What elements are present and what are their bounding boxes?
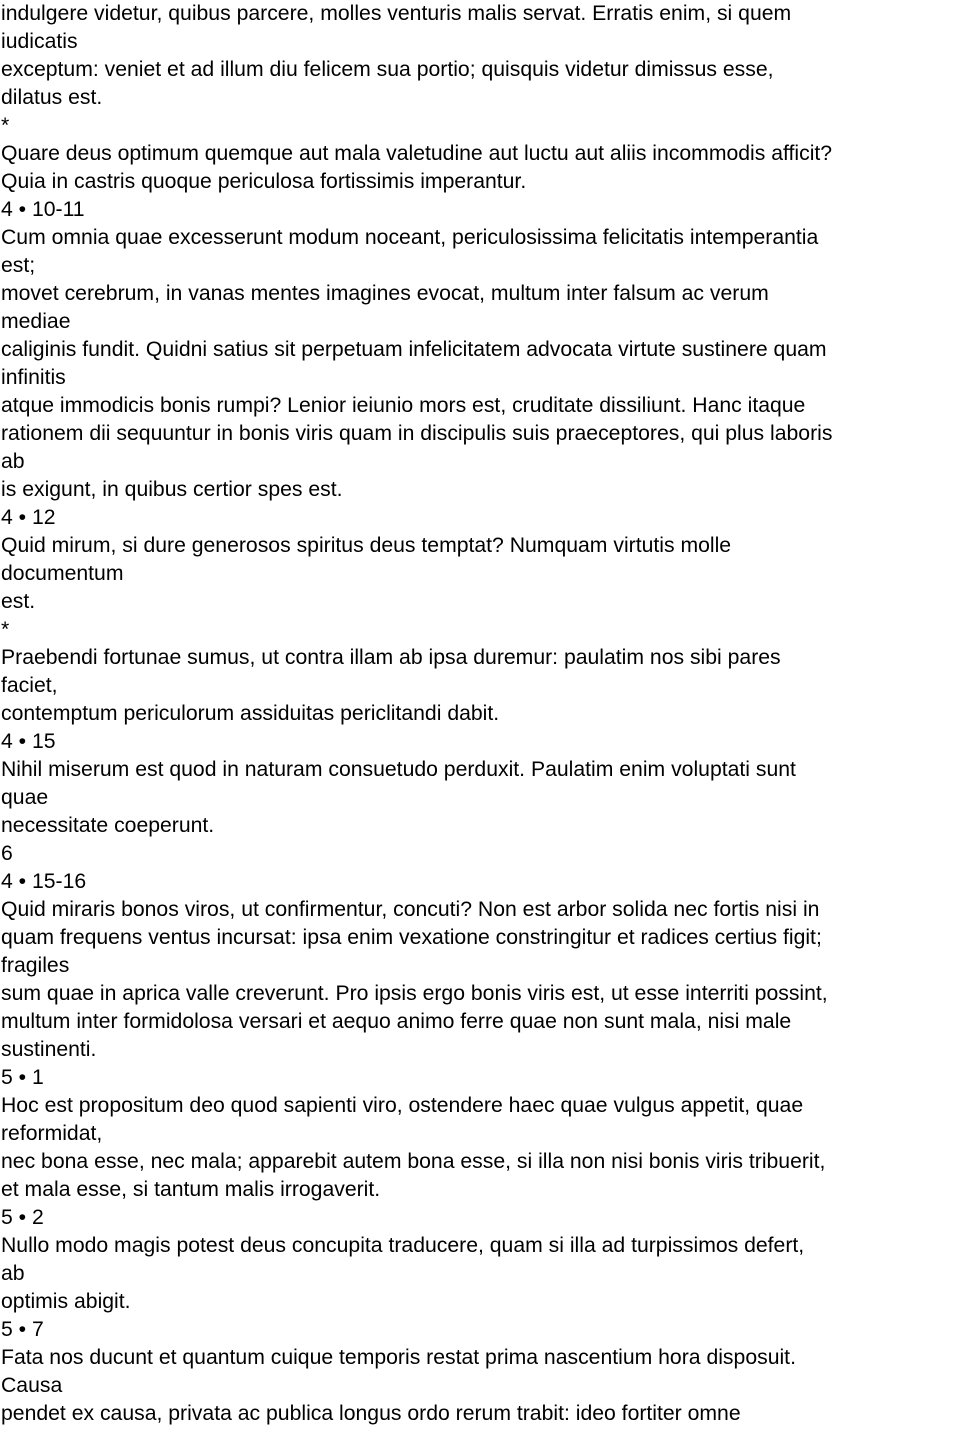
text-line: Nullo modo magis potest deus concupita traducere, quam si illa ad turpissimos defert,	[1, 1234, 805, 1257]
text-line: nec bona esse, nec mala; apparebit autem bona esse, si illa non nisi bonis viris tribuerit,	[1, 1150, 826, 1173]
text-line: movet cerebrum, in vanas mentes imagines evocat, multum inter falsum ac verum	[1, 282, 769, 305]
text-line: sustinenti.	[1, 1038, 97, 1061]
text-line: Nihil miserum est quod in naturam consuetudo perduxit. Paulatim enim voluptati sunt	[1, 758, 796, 781]
text-line: indulgere videtur, quibus parcere, molles venturis malis servat. Erratis enim, si quem	[1, 2, 792, 25]
text-line: Quia in castris quoque periculosa fortissimis imperantur.	[1, 170, 527, 193]
section-reference: 5 • 1	[1, 1066, 44, 1089]
text-line: infinitis	[1, 366, 66, 389]
page-number: 6	[1, 842, 13, 865]
text-line: est;	[1, 254, 36, 277]
text-line: quae	[1, 786, 49, 809]
text-line: ab	[1, 1262, 25, 1285]
text-line: documentum	[1, 562, 124, 585]
text-line: contemptum periculorum assiduitas periclitandi dabit.	[1, 702, 500, 725]
section-reference: 4 • 15	[1, 730, 56, 753]
text-line: Cum omnia quae excesserunt modum noceant, periculosissima felicitatis intemperantia	[1, 226, 819, 249]
text-line: Quid mirum, si dure generosos spiritus deus temptat? Numquam virtutis molle	[1, 534, 732, 557]
text-line: faciet,	[1, 674, 58, 697]
text-line: Quid miraris bonos viros, ut confirmentur, concuti? Non est arbor solida nec fortis nisi in	[1, 898, 820, 921]
text-line: rationem dii sequuntur in bonis viris quam in discipulis suis praeceptores, qui plus laboris	[1, 422, 833, 445]
text-line: mediae	[1, 310, 71, 333]
text-line: optimis abigit.	[1, 1290, 131, 1313]
section-separator: *	[1, 618, 10, 641]
text-line: dilatus est.	[1, 86, 103, 109]
text-line: necessitate coeperunt.	[1, 814, 215, 837]
text-line: caliginis fundit. Quidni satius sit perpetuam infelicitatem advocata virtute sustinere quam	[1, 338, 827, 361]
text-line: Fata nos ducunt et quantum cuique temporis restat prima nascentium hora disposuit.	[1, 1346, 796, 1369]
section-reference: 4 • 15-16	[1, 870, 87, 893]
text-line: Praebendi fortunae sumus, ut contra illam ab ipsa duremur: paulatim nos sibi pares	[1, 646, 781, 669]
section-reference: 5 • 2	[1, 1206, 44, 1229]
text-line: fragiles	[1, 954, 70, 977]
text-line: ab	[1, 450, 25, 473]
text-line: quam frequens ventus incursat: ipsa enim vexatione constringitur et radices certius figit;	[1, 926, 822, 949]
text-line: sum quae in aprica valle creverunt. Pro ipsis ergo bonis viris est, ut esse interriti possint,	[1, 982, 828, 1005]
text-line: pendet ex causa, privata ac publica longus ordo rerum trabit: ideo fortiter omne	[1, 1402, 741, 1425]
text-line: atque immodicis bonis rumpi? Lenior ieiunio mors est, cruditate dissiliunt. Hanc itaque	[1, 394, 806, 417]
section-reference: 4 • 10-11	[1, 198, 85, 221]
text-line: Quare deus optimum quemque aut mala valetudine aut luctu aut aliis incommodis afficit?	[1, 142, 833, 165]
text-line: iudicatis	[1, 30, 78, 53]
text-line: is exigunt, in quibus certior spes est.	[1, 478, 343, 501]
text-line: Causa	[1, 1374, 63, 1397]
text-line: Hoc est propositum deo quod sapienti viro, ostendere haec quae vulgus appetit, quae	[1, 1094, 804, 1117]
text-line: est.	[1, 590, 36, 613]
text-line: reformidat,	[1, 1122, 103, 1145]
section-separator: *	[1, 114, 10, 137]
section-reference: 4 • 12	[1, 506, 56, 529]
section-reference: 5 • 7	[1, 1318, 44, 1341]
text-line: exceptum: veniet et ad illum diu felicem sua portio; quisquis videtur dimissus esse,	[1, 58, 774, 81]
text-line: et mala esse, si tantum malis irrogaverit.	[1, 1178, 381, 1201]
text-line: multum inter formidolosa versari et aequo animo ferre quae non sunt mala, nisi male	[1, 1010, 792, 1033]
